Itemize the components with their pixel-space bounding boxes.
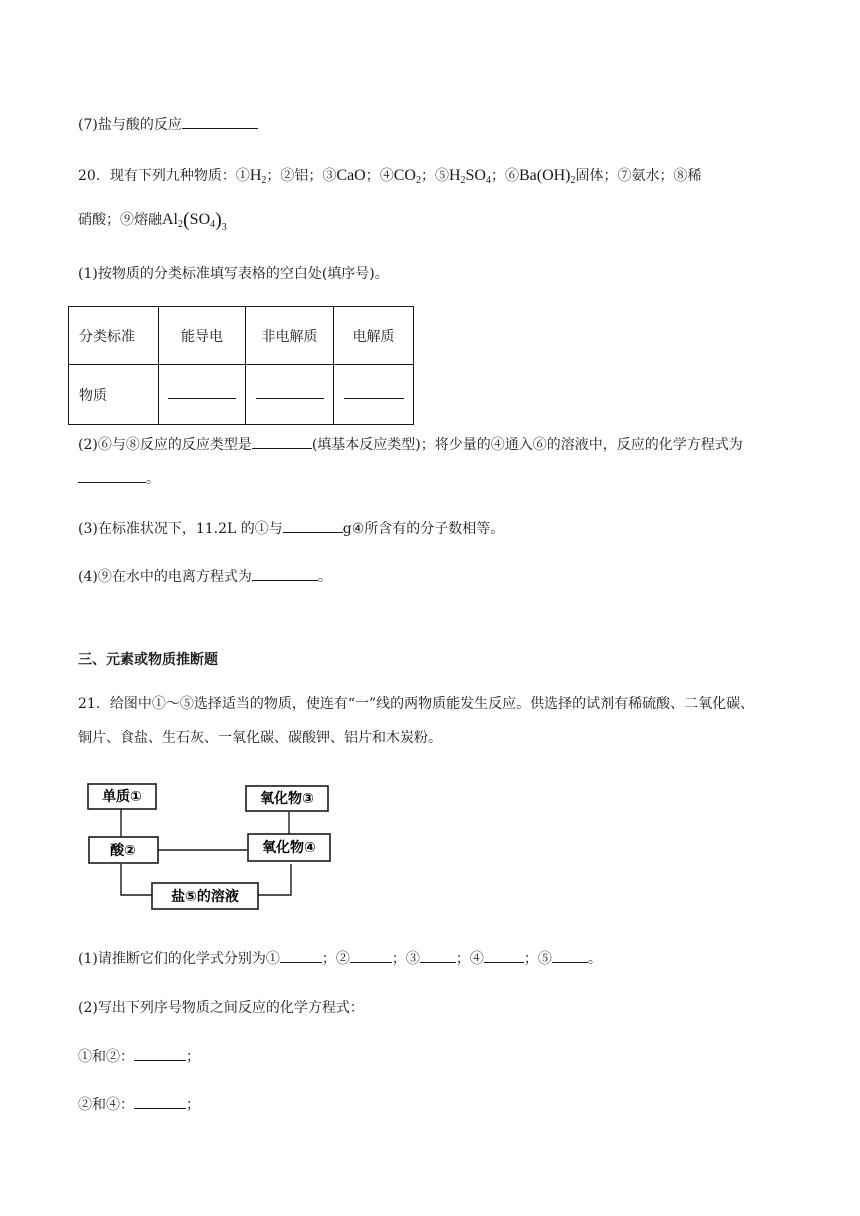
formula-h2: $H_2$ <box>249 167 267 186</box>
answer-blank[interactable] <box>280 948 322 963</box>
connector-line <box>258 864 291 895</box>
answer-blank[interactable] <box>552 948 588 963</box>
q20-sub4: (4)⑨在水中的电离方程式为 。 <box>78 566 332 587</box>
answer-blank[interactable] <box>350 948 392 963</box>
box-label: 氧化物③ <box>260 791 314 807</box>
q21-sub2: (2)写出下列序号物质之间反应的化学方程式： <box>78 1000 364 1016</box>
q20-sub2-cont: 。 <box>78 468 160 489</box>
formula-cao: CaO <box>336 167 366 184</box>
q20-sep: ；⑥ <box>490 168 519 184</box>
q20-sub1: (1)按物质的分类标准填写表格的空白处(填序号)。 <box>78 266 389 282</box>
answer-blank[interactable] <box>168 388 236 399</box>
classification-table <box>68 306 414 425</box>
answer-blank[interactable] <box>134 1094 186 1109</box>
answer-blank[interactable] <box>256 388 324 399</box>
answer-blank[interactable] <box>344 388 404 399</box>
table-cell <box>159 365 246 425</box>
q21-intro-line2: 铜片、食盐、生石灰、一氧化碳、碳酸钾、铝片和木炭粉。 <box>78 730 442 746</box>
connector-line <box>121 864 152 895</box>
table-row-label: 物质 <box>69 365 159 425</box>
q20-after6: 固体；⑦氨水；⑧稀 <box>575 168 702 184</box>
formula-al2so43: $Al_2(SO_4)_3$ <box>162 209 227 233</box>
table-header: 分类标准 <box>69 307 159 365</box>
box-label: 氧化物④ <box>262 840 316 856</box>
answer-blank[interactable] <box>283 518 343 533</box>
q19-item7-text: (7)盐与酸的反应 <box>78 117 182 133</box>
answer-blank[interactable] <box>252 566 318 581</box>
table-header: 非电解质 <box>246 307 334 365</box>
q21-sub1: (1)请推断它们的化学式分别为① ；② ；③ ；④ ；⑤ 。 <box>78 948 602 969</box>
q20-sep: ；⑤ <box>420 168 449 184</box>
q20-sub2: (2)⑥与⑧反应的反应类型是 (填基本反应类型)；将少量的④通入⑥的溶液中，反应的化学方程式为 <box>78 434 743 455</box>
q20-intro-line1 <box>78 166 702 186</box>
box-label: 酸② <box>110 843 136 859</box>
table-cell <box>246 365 334 425</box>
box-label: 盐⑤的溶液 <box>171 889 239 905</box>
q21-pair12: ①和②： ； <box>78 1046 200 1067</box>
answer-blank[interactable] <box>134 1046 186 1061</box>
q20-sep: ；④ <box>365 168 394 184</box>
table-cell <box>334 365 414 425</box>
table-header: 电解质 <box>334 307 414 365</box>
q20-intro-text: 20．现有下列九种物质：① <box>78 168 250 184</box>
answer-blank[interactable] <box>78 468 146 483</box>
answer-blank[interactable] <box>484 948 524 963</box>
q19-item7 <box>78 114 258 135</box>
q20-sub3: (3)在标准状况下，11.2L 的①与 g④所含有的分子数相等。 <box>78 518 504 539</box>
table-header: 能导电 <box>159 307 246 365</box>
q20-intro-line2 <box>78 209 227 233</box>
q21-pair24: ②和④： ； <box>78 1094 200 1115</box>
box-label: 单质① <box>102 789 142 805</box>
formula-co2: $CO_2$ <box>393 167 421 186</box>
answer-blank[interactable] <box>182 114 258 129</box>
reaction-diagram <box>84 776 344 916</box>
q21-intro-line1: 21．给图中①～⑤选择适当的物质，使连有“一”线的两物质能发生反应。供选择的试剂有稀硫酸、二氧化碳、 <box>78 696 755 712</box>
section-heading: 三、元素或物质推断题 <box>78 652 218 668</box>
formula-h2so4: $H_2SO_4$ <box>448 167 491 186</box>
q20-sep: ；②铝；③ <box>266 168 337 184</box>
formula-baoh2: $Ba(OH)_2$ <box>518 167 576 186</box>
q20-line2-text: 硝酸；⑨熔融 <box>78 212 162 228</box>
answer-blank[interactable] <box>420 948 456 963</box>
answer-blank[interactable] <box>252 434 312 449</box>
